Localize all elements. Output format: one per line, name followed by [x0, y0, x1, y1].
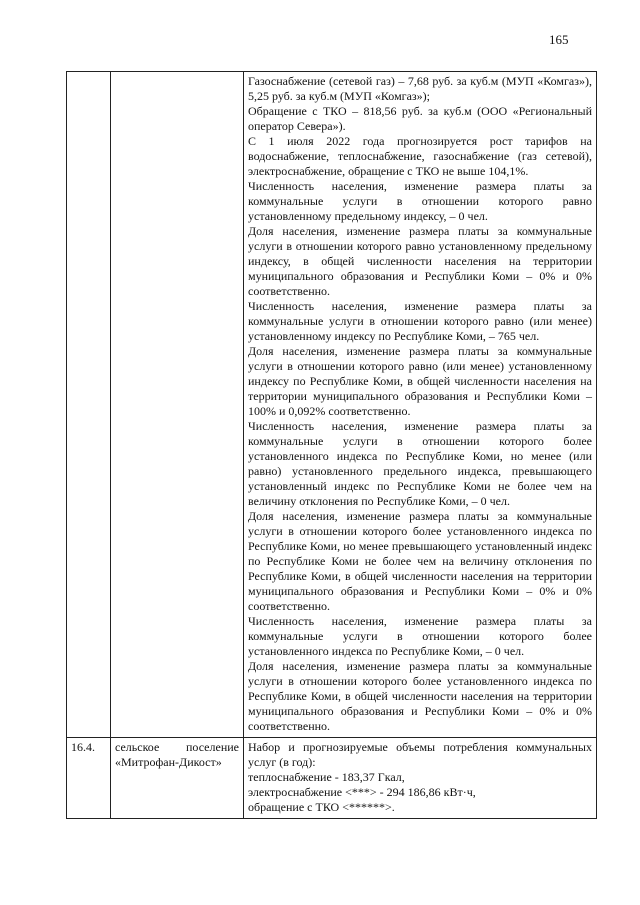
tariff-table	[66, 71, 597, 819]
paragraph: Доля населения, изменение размера платы за коммунальные услуги в отношении которого равно установленному предельному индексу, в общей численности населения на территории муниципального образования и Республики Коми – 0% и 0% соответственно.	[248, 224, 592, 298]
paragraph: Численность населения, изменение размера платы за коммунальные услуги в отношении которого равно (или менее) установленному индексу по Республике Коми, – 765 чел.	[248, 299, 592, 343]
paragraph: обращение с ТКО <******>.	[248, 800, 395, 814]
settlement-cell	[111, 738, 244, 819]
settlement-name: сельское поселение «Митрофан-Дикост»	[115, 740, 239, 769]
paragraph: С 1 июля 2022 года прогнозируется рост тарифов на водоснабжение, теплоснабжение, газоснабжение (газ сетевой), электроснабжение, обращение с ТКО не выше 104,1%.	[248, 134, 592, 178]
paragraph: Газоснабжение (сетевой газ) – 7,68 руб. за куб.м (МУП «Комгаз»), 5,25 руб. за куб.м (МУП «Комгаз»);	[248, 74, 592, 103]
paragraph: Численность населения, изменение размера платы за коммунальные услуги в отношении которого равно установленному предельному индексу, – 0 чел.	[248, 179, 592, 223]
paragraph: Доля населения, изменение размера платы за коммунальные услуги в отношении которого равно (или менее) установленному индексу по Республике Коми, в общей численности населения на территории муниципального образования и Республики Коми – 100% и 0,092% соответственно.	[248, 344, 592, 418]
paragraph: Набор и прогнозируемые объемы потребления коммунальных услуг (в год):	[248, 740, 592, 769]
row-number-cell	[67, 72, 111, 738]
row-number-cell: 16.4.	[67, 738, 111, 819]
paragraph: теплоснабжение - 183,37 Гкал,	[248, 770, 405, 784]
table-row	[67, 72, 597, 738]
description-cell	[244, 738, 597, 819]
settlement-cell	[111, 72, 244, 738]
paragraph: Доля населения, изменение размера платы за коммунальные услуги в отношении которого более установленного индекса по Республике Коми, в общей численности населения на территории муниципального образования и Республики Коми – 0% и 0% соответственно.	[248, 659, 592, 733]
paragraph: электроснабжение <***> - 294 186,86 кВт·ч,	[248, 785, 476, 799]
paragraph: Численность населения, изменение размера платы за коммунальные услуги в отношении которого более установленного индекса по Республике Коми, – 0 чел.	[248, 614, 592, 658]
table-row	[67, 738, 597, 819]
paragraph: Численность населения, изменение размера платы за коммунальные услуги в отношении которого более установленного индекса по Республике Коми, но менее (или равно) установленного предельного индекса, превышающего установленный индекс по Республике Коми не более чем на величину отклонения по Республике Коми, – 0 чел.	[248, 419, 592, 508]
page-number: 165	[549, 32, 569, 47]
paragraph: Обращение с ТКО – 818,56 руб. за куб.м (ООО «Региональный оператор Севера»).	[248, 104, 592, 133]
description-cell	[244, 72, 597, 738]
paragraph: Доля населения, изменение размера платы за коммунальные услуги в отношении которого более установленного индекса по Республике Коми, но менее превышающего установленный индекс по Республике Коми не более чем на величину отклонения по Республике Коми, в общей численности населения на территории муниципального образования и Республики Коми – 0% и 0% соответственно.	[248, 509, 592, 613]
